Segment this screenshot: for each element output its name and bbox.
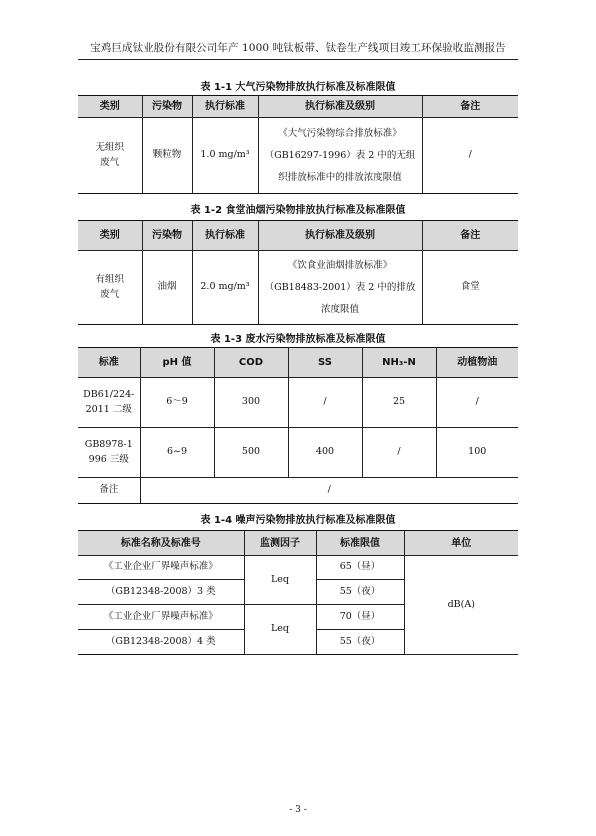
table-row — [78, 118, 518, 194]
table-1-3-cod: 500 — [214, 428, 288, 478]
category-line-2: 废气 — [100, 156, 120, 168]
table-1-4-header-unit: 单位 — [404, 531, 518, 556]
table-1-3-note-value: / — [140, 478, 518, 504]
table-1-3-header-oil: 动植物油 — [436, 348, 518, 378]
page-number: - 3 - — [289, 805, 307, 815]
table-1-4 — [78, 530, 518, 655]
table-1-4-factor: Leq — [244, 605, 316, 655]
standard-line-2: 996 三级 — [88, 453, 129, 465]
standard-line-1: GB8978-1 — [84, 439, 133, 451]
table-row — [78, 428, 518, 478]
table-1-2-header-category: 类别 — [78, 221, 142, 251]
table-1-1-standard: 《大气污染物综合排放标准》（GB16297-1996）表 2 中的无组织排放标准中的排放浓度限值 — [258, 118, 422, 194]
table-1-3-caption: 表 1-3 废水污染物排放标准及标准限值 — [210, 334, 386, 345]
table-1-4-header-limit: 标准限值 — [316, 531, 404, 556]
table-1-3-ss: / — [288, 378, 362, 428]
table-1-3-standard — [78, 378, 140, 428]
table-1-1 — [78, 95, 518, 194]
table-1-4-name-line-2: （GB12348-2008）4 类 — [78, 630, 244, 655]
table-row — [78, 251, 518, 325]
table-1-3-cod: 300 — [214, 378, 288, 428]
category-line-2: 废气 — [100, 288, 120, 300]
table-1-4-night-limit: 55（夜） — [316, 580, 404, 605]
report-header-title: 宝鸡巨成钛业股份有限公司年产 1000 吨钛板带、钛卷生产线项目竣工环保验收监测报告 — [90, 42, 506, 54]
table-1-2-pollutant: 油烟 — [142, 251, 192, 325]
table-1-2-header-pollutant: 污染物 — [142, 221, 192, 251]
table-1-2-header-note: 备注 — [422, 221, 518, 251]
table-1-2 — [78, 220, 518, 325]
table-1-3-standard — [78, 428, 140, 478]
table-1-2-header-limit: 执行标准 — [192, 221, 258, 251]
table-1-1-header-category: 类别 — [78, 96, 142, 118]
table-1-4-caption: 表 1-4 噪声污染物排放执行标准及标准限值 — [200, 515, 396, 526]
table-1-1-caption: 表 1-1 大气污染物排放执行标准及标准限值 — [200, 82, 396, 93]
table-1-2-standard: 《饮食业油烟排放标准》（GB18483-2001）表 2 中的排放浓度限值 — [258, 251, 422, 325]
table-1-3-ph: 6~9 — [140, 428, 214, 478]
header-rule — [78, 59, 518, 60]
table-1-3-header-nh3n: NH₃-N — [362, 348, 436, 378]
table-1-3-ph: 6～9 — [140, 378, 214, 428]
standard-line-1: DB61/224- — [83, 389, 135, 401]
table-row — [78, 556, 518, 580]
table-1-1-note: / — [422, 118, 518, 194]
table-1-2-caption: 表 1-2 食堂油烟污染物排放执行标准及标准限值 — [190, 205, 406, 216]
table-1-3-header-ph: pH 值 — [140, 348, 214, 378]
table-1-2-category — [78, 251, 142, 325]
table-1-3-nh3n: / — [362, 428, 436, 478]
table-1-4-header-name: 标准名称及标准号 — [78, 531, 244, 556]
table-1-4-unit: dB(A) — [404, 556, 518, 655]
table-1-3-oil: / — [436, 378, 518, 428]
table-1-1-header-note: 备注 — [422, 96, 518, 118]
table-1-1-header-pollutant: 污染物 — [142, 96, 192, 118]
table-1-3-header-cod: COD — [214, 348, 288, 378]
table-row — [78, 378, 518, 428]
table-1-1-header-limit: 执行标准 — [192, 96, 258, 118]
table-1-1-category — [78, 118, 142, 194]
table-1-3-oil: 100 — [436, 428, 518, 478]
standard-line-2: 2011 二级 — [85, 403, 132, 415]
category-line-1: 有组织 — [95, 274, 124, 286]
table-1-4-name-line-1: 《工业企业厂界噪声标准》 — [78, 556, 244, 580]
table-1-3-header-ss: SS — [288, 348, 362, 378]
table-1-2-header-standard: 执行标准及级别 — [258, 221, 422, 251]
table-1-4-name-line-2: （GB12348-2008）3 类 — [78, 580, 244, 605]
table-1-4-day-limit: 70（昼） — [316, 605, 404, 630]
table-1-4-factor: Leq — [244, 556, 316, 605]
table-1-4-night-limit: 55（夜） — [316, 630, 404, 655]
table-1-1-header-standard: 执行标准及级别 — [258, 96, 422, 118]
table-1-4-name-line-1: 《工业企业厂界噪声标准》 — [78, 605, 244, 630]
table-1-3-nh3n: 25 — [362, 378, 436, 428]
table-1-2-note: 食堂 — [422, 251, 518, 325]
table-1-2-limit: 2.0 mg/m³ — [192, 251, 258, 325]
table-1-3 — [78, 347, 518, 504]
table-1-1-limit: 1.0 mg/m³ — [192, 118, 258, 194]
table-1-4-day-limit: 65（昼） — [316, 556, 404, 580]
table-1-4-header-factor: 监测因子 — [244, 531, 316, 556]
table-1-3-header-standard: 标准 — [78, 348, 140, 378]
table-1-1-pollutant: 颗粒物 — [142, 118, 192, 194]
table-1-3-note-label: 备注 — [78, 478, 140, 504]
table-row — [78, 478, 518, 504]
category-line-1: 无组织 — [95, 142, 124, 154]
table-1-3-ss: 400 — [288, 428, 362, 478]
